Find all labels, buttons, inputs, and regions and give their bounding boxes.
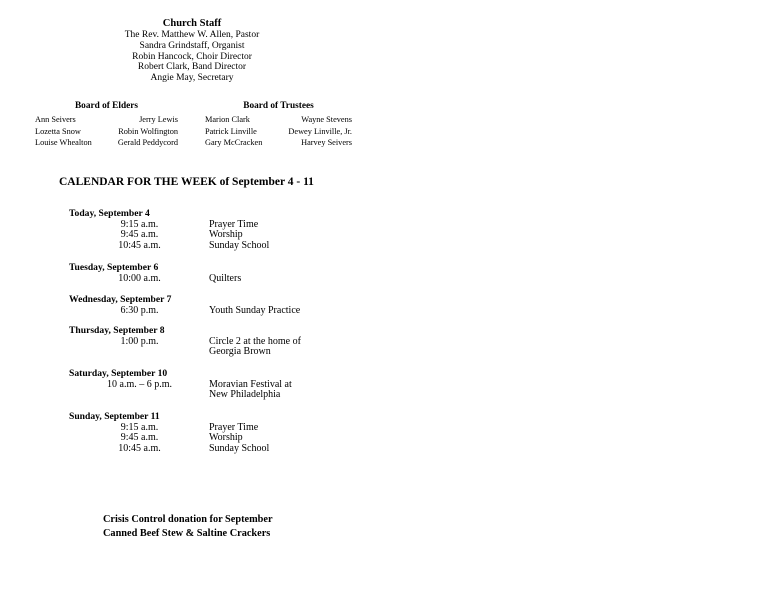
calendar-heading: CALENDAR FOR THE WEEK of September 4 - 11 [59, 176, 314, 188]
church-staff-block [80, 18, 304, 84]
elders-row [35, 126, 178, 138]
trustee-name: Marion Clark [205, 114, 250, 124]
event-time: 10:00 a.m. [118, 272, 161, 284]
day-name: Wednesday, September 7 [69, 294, 172, 305]
calendar-event [69, 241, 389, 252]
event-time: 9:15 a.m. [120, 421, 159, 433]
church-staff-title: Church Staff [162, 18, 222, 29]
trustee-name: Dewey Linville, Jr. [288, 126, 352, 136]
calendar-day [69, 295, 389, 316]
elder-name: Lozetta Snow [35, 126, 81, 136]
trustee-name: Wayne Stevens [301, 114, 352, 124]
trustees-row [205, 126, 352, 138]
elder-name: Louise Whealton [35, 138, 92, 148]
crisis-control-note [103, 513, 273, 541]
event-description: Worship [209, 229, 243, 241]
day-name: Sunday, September 11 [69, 411, 160, 422]
elders-row [35, 114, 178, 126]
day-name: Thursday, September 8 [69, 325, 165, 336]
event-description: Youth Sunday Practice [209, 304, 301, 316]
event-description: Sunday School [209, 442, 270, 454]
staff-line-secretary: Angie May, Secretary [150, 73, 234, 84]
calendar-day [69, 369, 389, 401]
calendar-day [69, 412, 389, 454]
staff-line-pastor: The Rev. Matthew W. Allen, Pastor [124, 30, 260, 40]
event-time: 1:00 p.m. [120, 335, 159, 347]
trustee-name: Patrick Linville [205, 126, 257, 136]
calendar-event [69, 444, 389, 455]
elder-name: Robin Wolfington [118, 126, 178, 136]
event-time: 9:45 a.m. [120, 229, 159, 241]
elders-row [35, 137, 178, 149]
calendar-event [69, 337, 389, 358]
event-description: Sunday School [209, 239, 270, 251]
event-time: 10 a.m. – 6 p.m. [107, 378, 172, 390]
event-description: Moravian Festival at New Philadelphia [209, 378, 292, 401]
staff-line-organist: Sandra Grindstaff, Organist [139, 40, 245, 51]
day-name: Tuesday, September 6 [69, 262, 159, 273]
crisis-control-title: Crisis Control donation for September [103, 514, 273, 525]
elder-name: Gerald Peddycord [117, 138, 178, 148]
calendar-event [69, 274, 389, 285]
staff-line-band-director: Robert Clark, Band Director [137, 62, 247, 73]
crisis-control-items: Canned Beef Stew & Saltine Crackers [103, 528, 271, 539]
trustees-row [205, 137, 352, 149]
event-time: 6:30 p.m. [120, 304, 159, 316]
day-name: Today, September 4 [69, 208, 150, 219]
calendar-day [69, 263, 389, 284]
calendar-day [69, 209, 389, 251]
event-time: 10:45 a.m. [118, 442, 161, 454]
event-time: 10:45 a.m. [118, 239, 161, 251]
board-of-trustees-title: Board of Trustees [243, 101, 314, 111]
calendar-event [69, 380, 389, 401]
board-of-elders [35, 101, 178, 149]
event-time: 9:45 a.m. [120, 432, 159, 444]
calendar-event [69, 306, 389, 317]
elder-name: Jerry Lewis [139, 114, 178, 124]
trustee-name: Gary McCracken [205, 138, 263, 148]
day-name: Saturday, September 10 [69, 368, 168, 379]
calendar-day [69, 326, 389, 358]
trustee-name: Harvey Seivers [301, 138, 352, 148]
board-of-trustees [205, 101, 352, 149]
event-description: Worship [209, 432, 243, 444]
event-description: Circle 2 at the home of Georgia Brown [209, 335, 301, 358]
board-of-elders-title: Board of Elders [74, 101, 138, 111]
event-description: Prayer Time [209, 218, 259, 230]
event-description: Quilters [209, 272, 242, 284]
event-time: 9:15 a.m. [120, 218, 159, 230]
trustees-row [205, 114, 352, 126]
event-description: Prayer Time [209, 421, 259, 433]
elder-name: Ann Seivers [35, 114, 76, 124]
staff-line-choir-director: Robin Hancock, Choir Director [132, 51, 252, 62]
